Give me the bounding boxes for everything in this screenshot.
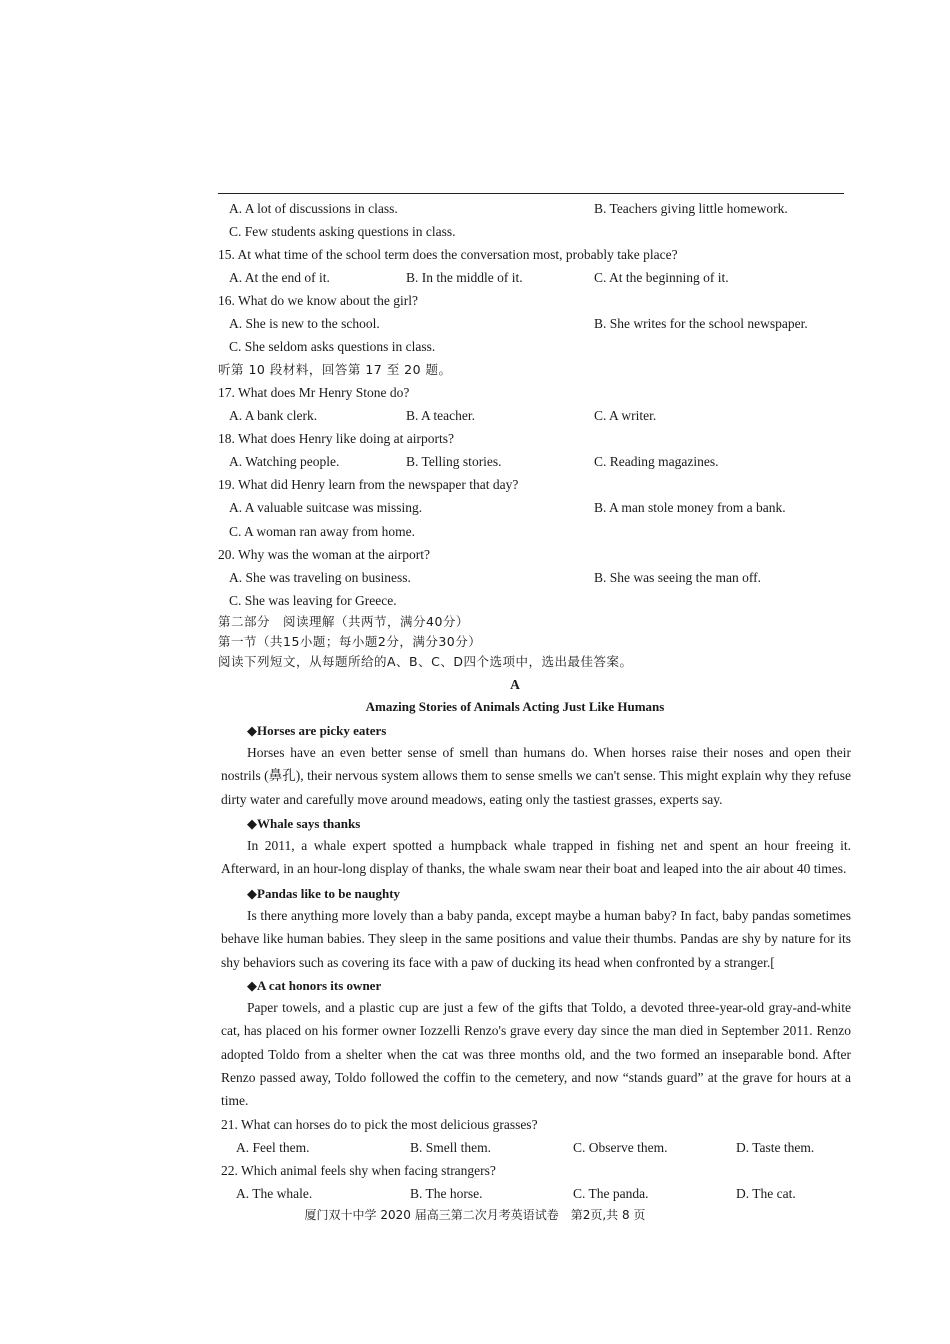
q21-stem: 21. What can horses do to pick the most delicious grasses? [221,1117,538,1132]
page-footer: 厦门双十中学 2020 届高三第二次月考英语试卷 第2页,共 8 页 [304,1208,646,1222]
q18-option-b: B. Telling stories. [406,454,502,469]
q20-stem: 20. Why was the woman at the airport? [218,547,430,562]
q19-option-b: B. A man stole money from a bank. [594,500,786,515]
heading-horses: ◆Horses are picky eaters [247,723,387,738]
q17-option-b: B. A teacher. [406,408,475,423]
q19-option-a: A. A valuable suitcase was missing. [229,500,423,515]
passage-title: Amazing Stories of Animals Acting Just Like Humans [365,699,665,714]
q16-stem: 16. What do we know about the girl? [218,293,418,308]
q22-option-a: A. The whale. [236,1186,313,1201]
top-rule [218,193,844,194]
q15-option-b: B. In the middle of it. [406,270,523,285]
q17-stem: 17. What does Mr Henry Stone do? [218,385,410,400]
part2-title: 第二部分 阅读理解（共两节，满分40分） [218,614,469,629]
section-10-instruction: 听第 10 段材料，回答第 17 至 20 题。 [218,362,452,377]
q18-option-a: A. Watching people. [229,454,340,469]
q17-option-a: A. A bank clerk. [229,408,318,423]
passage-letter: A [510,677,520,692]
q15-stem: 15. At what time of the school term does the conversation most, probably take place? [218,247,678,262]
paragraph-horses: Horses have an even better sense of smell than humans do. When horses raise their noses and open their nostrils (鼻孔), their nervous system allows them to sense smells we can't sense. This might explain why they refuse dirty water and carefully move around meadows, eating only the tastiest grasses, experts say. [221,745,851,807]
q16-option-a: A. She is new to the school. [229,316,380,331]
paragraph-pandas: Is there anything more lovely than a baby panda, except maybe a human baby? In fact, baby pandas sometimes behave like human babies. They sleep in the same positions and value their thumbs. Pandas are shy by nature for its shy behaviors such as covering its face with a paw of ducking its head when confronted by a stranger.[ [221,908,851,970]
heading-cat: ◆A cat honors its owner [247,978,382,993]
q21-option-b: B. Smell them. [410,1140,491,1155]
q20-option-b: B. She was seeing the man off. [594,570,761,585]
paragraph-cat: Paper towels, and a plastic cup are just a few of the gifts that Toldo, a devoted three-year-old gray-and-white cat, has placed on his former owner Iozzelli Renzo's grave every day since the man died in September 2011. Renzo adopted Toldo from a shelter when the cat was three months old, and the two formed an inseparable bond. After Renzo passed away, Toldo followed the coffin to the cemetery, and now “stands guard” at the grave for hours at a time. [221,1000,851,1109]
heading-whale: ◆Whale says thanks [247,816,361,831]
q21-option-c: C. Observe them. [573,1140,668,1155]
q14-option-b: B. Teachers giving little homework. [594,201,788,216]
q19-stem: 19. What did Henry learn from the newspaper that day? [218,477,519,492]
q16-option-c: C. She seldom asks questions in class. [229,339,436,354]
q20-option-c: C. She was leaving for Greece. [229,593,397,608]
q16-option-b: B. She writes for the school newspaper. [594,316,808,331]
q18-option-c: C. Reading magazines. [594,454,719,469]
q21-option-d: D. Taste them. [736,1140,815,1155]
q22-option-c: C. The panda. [573,1186,649,1201]
q22-option-b: B. The horse. [410,1186,483,1201]
q14-option-a: A. A lot of discussions in class. [229,201,398,216]
q22-option-d: D. The cat. [736,1186,796,1201]
q19-option-c: C. A woman ran away from home. [229,524,415,539]
q21-option-a: A. Feel them. [236,1140,310,1155]
q15-option-c: C. At the beginning of it. [594,270,729,285]
q22-stem: 22. Which animal feels shy when facing strangers? [221,1163,496,1178]
q20-option-a: A. She was traveling on business. [229,570,411,585]
q15-option-a: A. At the end of it. [229,270,330,285]
paragraph-whale: In 2011, a whale expert spotted a humpback whale trapped in fishing net and spent an hour freeing it. Afterward, in an hour-long display of thanks, the whale swam near their boat and leaped into the air about 40 times. [221,838,851,877]
part2-instruction: 阅读下列短文，从每题所给的A、B、C、D四个选项中，选出最佳答案。 [218,654,633,669]
heading-pandas: ◆Pandas like to be naughty [247,886,401,901]
q17-option-c: C. A writer. [594,408,657,423]
q18-stem: 18. What does Henry like doing at airports? [218,431,454,446]
part2-section1: 第一节（共15小题；每小题2分，满分30分） [218,634,482,649]
q14-option-c: C. Few students asking questions in class. [229,224,456,239]
